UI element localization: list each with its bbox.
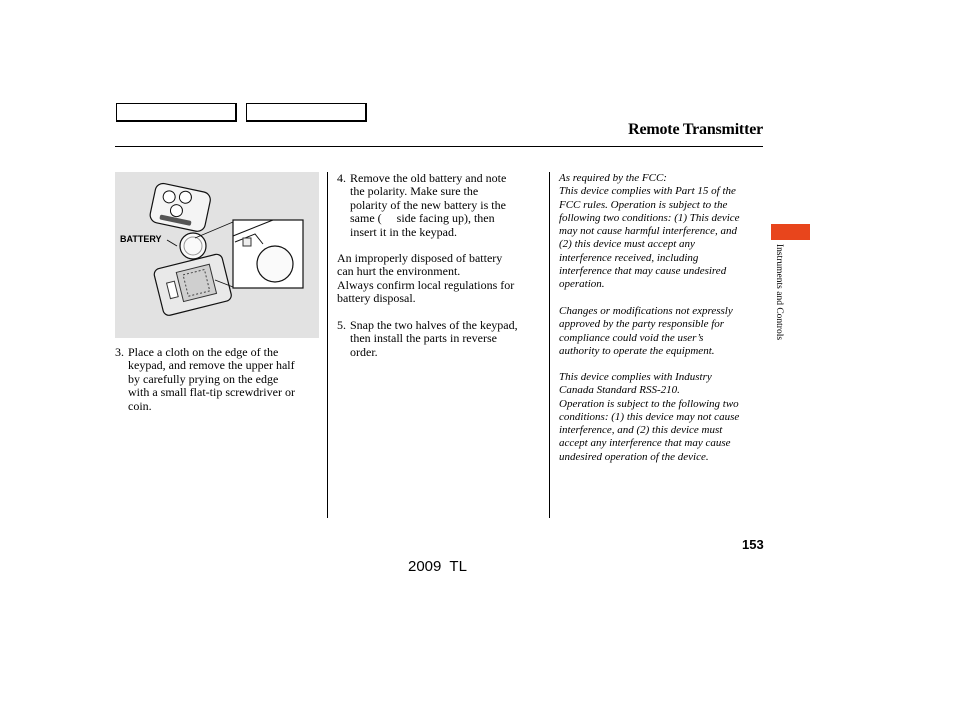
disposal-line: An improperly disposed of battery (337, 251, 503, 265)
fcc-line: (2) this device must accept any (559, 238, 695, 251)
step-3-line: with a small flat-tip screwdriver or (128, 385, 295, 400)
ic-line: undesired operation of the device. (559, 450, 709, 463)
column-divider-2 (549, 172, 550, 518)
industry-canada-statement (559, 371, 769, 464)
fcc-line: may not cause harmful interference, and (559, 225, 737, 238)
fcc-line: operation. (559, 278, 605, 291)
step-5-line: Snap the two halves of the keypad, (350, 318, 518, 332)
disposal-line: can hurt the environment. (337, 264, 461, 279)
changes-statement (559, 305, 769, 358)
header-rule (115, 146, 763, 147)
nav-button-next[interactable] (246, 103, 367, 122)
battery-label: BATTERY (120, 234, 162, 244)
fcc-line: As required by the FCC: (559, 172, 667, 184)
step-4-line: the polarity. Make sure the (350, 184, 479, 199)
ic-line: Operation is subject to the following two (559, 397, 739, 410)
keypad-diagram (115, 172, 319, 338)
fcc-line: This device complies with Part 15 of the (559, 185, 736, 198)
fcc-statement (559, 172, 769, 292)
step-5-line: then install the parts in reverse (350, 331, 497, 346)
changes-line: compliance could void the user’s (559, 331, 704, 344)
ic-line: accept any interference that may cause (559, 437, 731, 450)
keypad-upper-half (149, 182, 212, 233)
page-number: 153 (742, 537, 764, 552)
step-5-number: 5. (337, 318, 346, 332)
section-tab[interactable] (771, 224, 810, 240)
section-tab-label: Instruments and Controls (774, 244, 784, 341)
fcc-line: interference that may cause undesired (559, 265, 727, 278)
changes-line: authority to operate the equipment. (559, 344, 715, 357)
changes-line: Changes or modifications not expressly (559, 305, 733, 317)
keypad-lower-half (153, 253, 233, 317)
step-4-number: 4. (337, 171, 346, 185)
battery-illustration (115, 172, 319, 338)
nav-button-previous[interactable] (116, 103, 237, 122)
step-4 (337, 172, 547, 239)
step-3 (115, 346, 325, 413)
step-3-line: by carefully prying on the edge (128, 371, 279, 386)
disposal-line: battery disposal. (337, 291, 416, 306)
column-divider-1 (327, 172, 328, 518)
ic-line: conditions: (1) this device may not cause (559, 410, 740, 423)
step-4-line: insert it in the keypad. (350, 224, 457, 239)
step-3-line: Place a cloth on the edge of the (128, 345, 279, 359)
step-3-line: coin. (128, 398, 152, 413)
changes-line: approved by the party responsible for (559, 318, 725, 331)
fcc-line: interference received, including (559, 251, 699, 264)
ic-line: Canada Standard RSS-210. (559, 384, 680, 397)
step-5 (337, 319, 547, 359)
step-4-line: polarity of the new battery is the (350, 197, 506, 212)
footer-model: 2009 TL (408, 558, 467, 575)
step-3-number: 3. (115, 345, 124, 359)
ic-line: interference, and (2) this device must (559, 424, 723, 437)
disposal-note (337, 252, 547, 306)
page-title: Remote Transmitter (628, 121, 763, 138)
step-4-line: Remove the old battery and note (350, 171, 507, 185)
step-5-line: order. (350, 344, 378, 359)
disposal-line: Always confirm local regulations for (337, 277, 515, 292)
fcc-line: FCC rules. Operation is subject to the (559, 198, 728, 211)
step-4-line: same ( side facing up), then (350, 211, 495, 226)
ic-line: This device complies with Industry (559, 371, 712, 383)
step-3-line: keypad, and remove the upper half (128, 358, 295, 373)
fcc-line: following two conditions: (1) This device (559, 211, 740, 224)
